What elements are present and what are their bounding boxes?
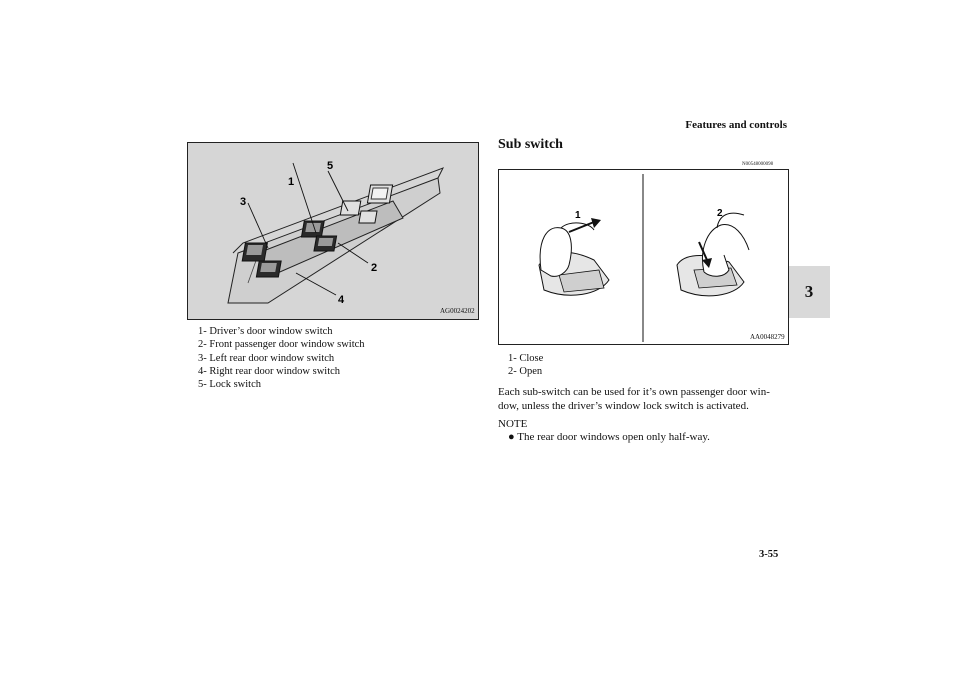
callout-5: 5 bbox=[327, 160, 334, 172]
legend-item: 2- Front passenger door window switch bbox=[198, 339, 365, 351]
legend-item: 1- Driver’s door window switch bbox=[198, 326, 333, 337]
door-switch-panel-illustration bbox=[188, 143, 478, 319]
legend-item: 5- Lock switch bbox=[198, 379, 261, 391]
sub-switch-legend-list bbox=[508, 352, 543, 379]
sub-switch-description bbox=[498, 385, 798, 413]
callout-close: 1 bbox=[575, 210, 581, 221]
callout-4: 4 bbox=[338, 294, 345, 306]
callout-3: 3 bbox=[240, 196, 247, 208]
section-title: Sub switch bbox=[498, 137, 563, 152]
section-code: N00548000098 bbox=[742, 162, 774, 167]
description-line: Each sub-switch can be used for it’s own passenger door win- bbox=[498, 386, 770, 398]
chapter-tab bbox=[788, 266, 830, 318]
legend-item: 2- Open bbox=[508, 366, 543, 378]
figure-code-left: AG0024202 bbox=[440, 307, 475, 315]
note-label: NOTE bbox=[498, 418, 528, 430]
legend-item: 3- Left rear door window switch bbox=[198, 352, 335, 364]
bullet-icon: ● bbox=[508, 431, 515, 443]
page-header: Features and controls bbox=[685, 119, 787, 131]
callout-2: 2 bbox=[371, 262, 378, 274]
switch-legend-list bbox=[198, 325, 365, 391]
note-item bbox=[508, 431, 710, 443]
door-switch-panel-figure bbox=[187, 142, 479, 320]
callout-open: 2 bbox=[717, 208, 723, 219]
chapter-number: 3 bbox=[804, 282, 814, 301]
page-number: 3-55 bbox=[759, 549, 779, 560]
legend-item: 1- Close bbox=[508, 353, 544, 364]
legend-item: 4- Right rear door window switch bbox=[198, 365, 341, 377]
description-line: dow, unless the driver’s window lock switch is activated. bbox=[498, 400, 749, 412]
figure-code-right: AA0048279 bbox=[750, 333, 785, 341]
note-text: The rear door windows open only half-way. bbox=[517, 431, 710, 443]
callout-1: 1 bbox=[288, 176, 295, 188]
sub-switch-illustration bbox=[499, 170, 788, 344]
sub-switch-figure bbox=[498, 169, 789, 345]
